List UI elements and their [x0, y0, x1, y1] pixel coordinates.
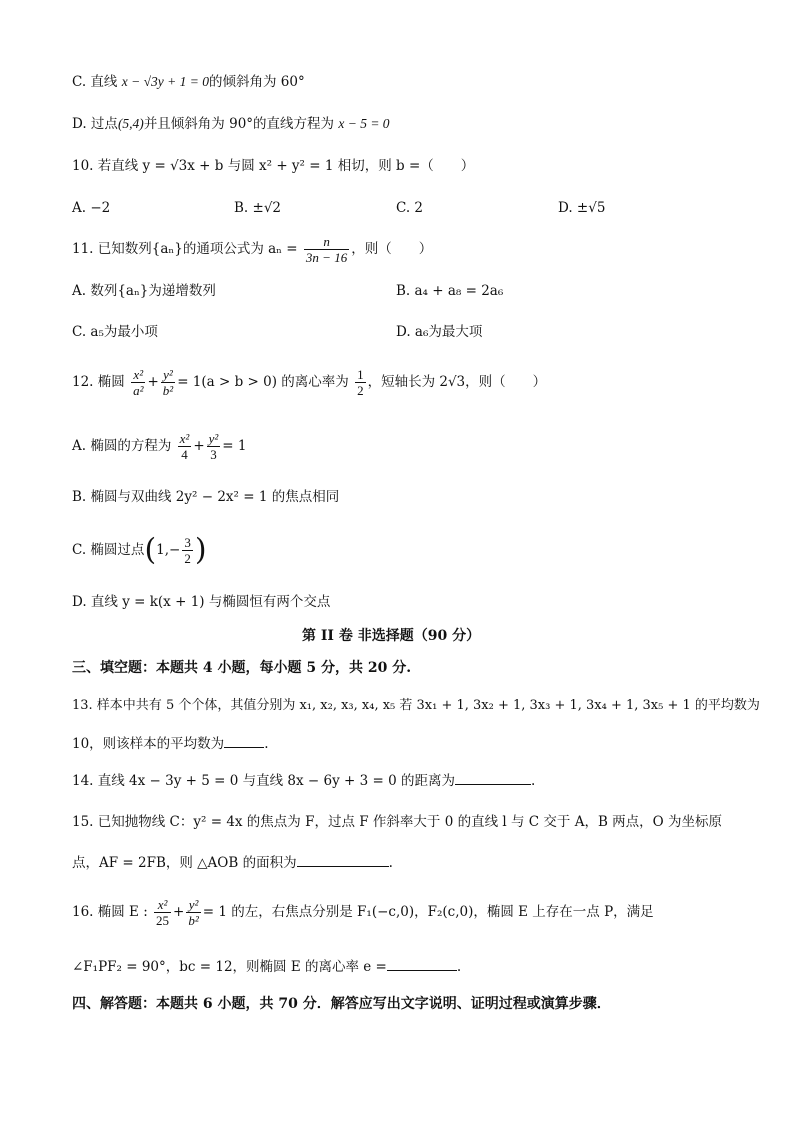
q15-answer-blank[interactable]: [297, 852, 389, 867]
q12-stem: 12. 椭圆 $\frac{\text{x²}}{\text{a²}}$ + $\frac{\text{y²}}{\text{b²}}$ = 1(a > b > 0) 的离心率为 $\frac{1}{2}$ ，短轴长为 2√3，则（ ）: [72, 367, 547, 398]
q14: 14. 直线 4x − 3y + 5 = 0 与直线 8x − 6y + 3 = 0 的距离为 .: [72, 770, 535, 791]
q12-option-d: D. 直线 y = k(x + 1) 与椭圆恒有两个交点: [72, 594, 331, 610]
q16-line-2: ∠F₁PF₂ = 90°，bc = 12，则椭圆 E 的离心率 e = .: [72, 956, 461, 977]
q11-option-c: C. a₅为最小项: [72, 324, 158, 340]
section-2-title: 第 II 卷 非选择题（90 分）: [302, 628, 481, 644]
q15-line-1: 15. 已知抛物线 C：y² = 4x 的焦点为 F，过点 F 作斜率大于 0 的直线 l 与 C 交于 A，B 两点，O 为坐标原: [72, 814, 723, 830]
q16-answer-blank[interactable]: [387, 956, 457, 971]
q9-option-d: D. 过点(5,4)并且倾斜角为 90°的直线方程为 x − 5 = 0: [72, 116, 390, 132]
q10-option-a: A. −2: [72, 200, 111, 216]
q11-option-a: A. 数列{aₙ}为递增数列: [72, 283, 216, 299]
q10-option-d: D. ±√5: [558, 200, 606, 216]
q12-option-a: A. 椭圆的方程为 $\frac{\text{x²}}{4}$ + $\frac{\text{y²}}{3}$ = 1: [72, 431, 247, 462]
q10-option-b: B. ±√2: [234, 200, 282, 216]
q12-option-c: C. 椭圆过点(1,− $\frac{3}{2}$ ): [72, 532, 207, 568]
q10-stem: 10. 若直线 y = √3x + b 与圆 x² + y² = 1 相切，则 b =（ ）: [72, 158, 475, 174]
q13-answer-blank[interactable]: [224, 733, 264, 748]
q11-option-d: D. a₆为最大项: [396, 324, 483, 340]
q14-answer-blank[interactable]: [455, 770, 531, 785]
q12-option-b: B. 椭圆与双曲线 2y² − 2x² = 1 的焦点相同: [72, 489, 340, 505]
q16-line-1: 16. 椭圆 E : $\frac{\text{x²}}{25}$ + $\frac{\text{y²}}{\text{b²}}$ = 1 的左，右焦点分别是 F₁(−c,0)，F₂(c,0)，椭圆 E 上存在一点 P，满足: [72, 897, 654, 928]
q11-stem: 11. 已知数列{aₙ}的通项公式为 aₙ = $\frac{n}{3n - 16}$ ，则（ ）: [72, 234, 433, 265]
q15-line-2: 点，AF = 2FB，则 △AOB 的面积为 .: [72, 852, 393, 873]
q13-line-2: 10，则该样本的平均数为 .: [72, 733, 268, 754]
q9-option-c-formula: x − √3y + 1 = 0: [121, 74, 209, 89]
section-3-title: 三、填空题：本题共 4 小题，每小题 5 分，共 20 分.: [72, 660, 412, 676]
q11-fraction: $\frac{n}{3n - 16}$: [305, 234, 348, 265]
q9-option-c: C. 直线 x − √3y + 1 = 0的倾斜角为 60°: [72, 74, 305, 90]
q13-line-1: 13. 样本中共有 5 个个体，其值分别为 x₁, x₂, x₃, x₄, x₅ 若 3x₁ + 1, 3x₂ + 1, 3x₃ + 1, 3x₄ + 1, 3x₅ + 1 的平均数为: [72, 698, 760, 713]
q11-option-b: B. a₄ + a₈ = 2a₆: [396, 283, 504, 299]
section-4-title: 四、解答题：本题共 6 小题，共 70 分．解答应写出文字说明、证明过程或演算步骤．: [72, 996, 611, 1012]
q10-option-c: C. 2: [396, 200, 424, 216]
